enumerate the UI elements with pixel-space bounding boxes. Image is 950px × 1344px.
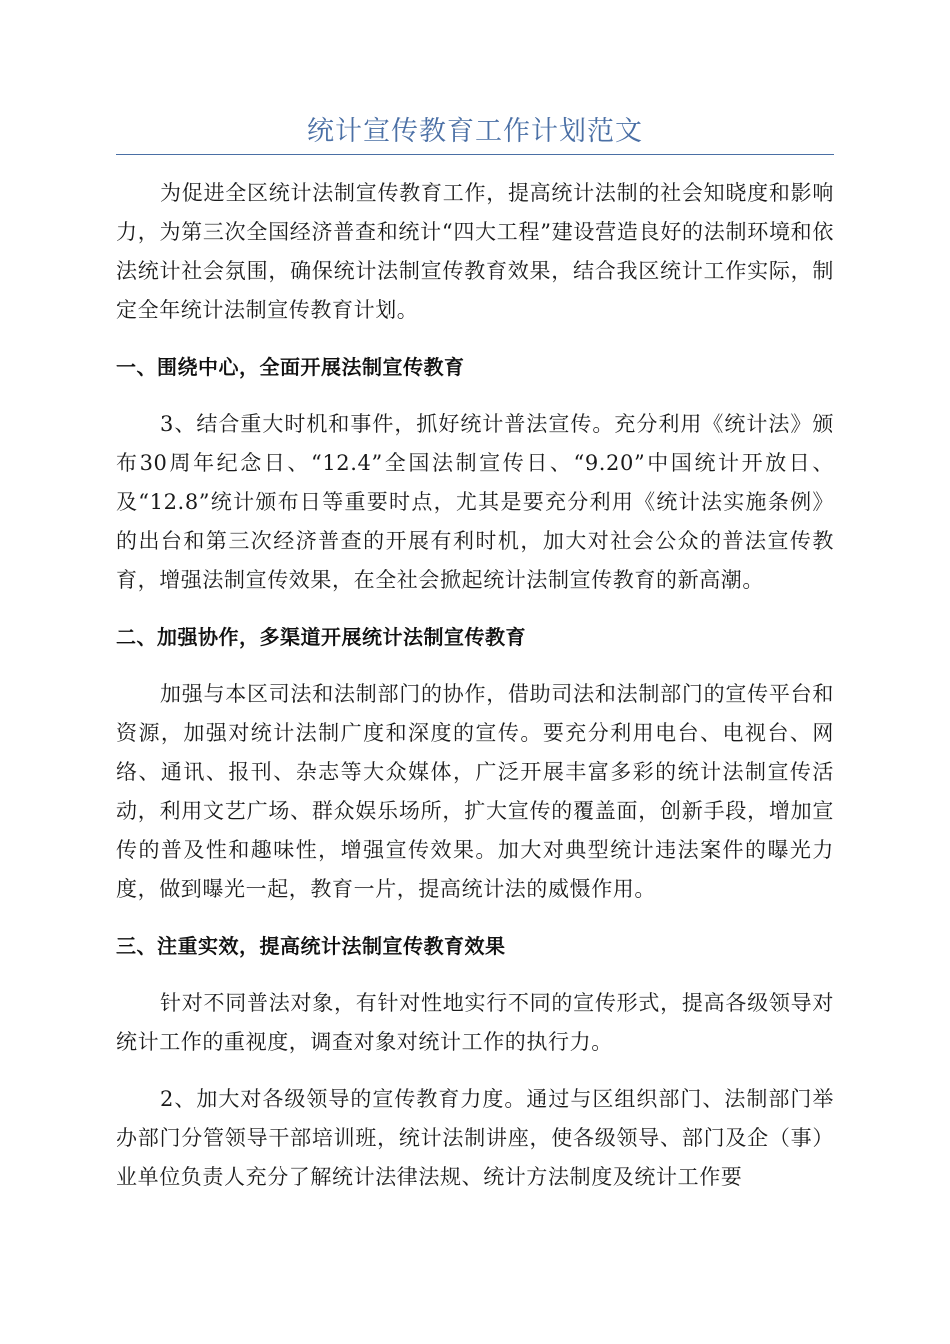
section-2-paragraph: 加强与本区司法和法制部门的协作，借助司法和法制部门的宣传平台和资源，加强对统计法制广度和深度的宣传。要充分利用电台、电视台、网络、通讯、报刊、杂志等大众媒体，广泛开展丰富多彩的统计法制宣传活动，利用文艺广场、群众娱乐场所，扩大宣传的覆盖面，创新手段，增加宣传的普及性和趣味性，增强宣传效果。加大对典型统计违法案件的曝光力度，做到曝光一起，教育一片，提高统计法的威慑作用。 — [116, 682, 834, 901]
document-body — [116, 174, 834, 1215]
title-underline — [116, 154, 834, 155]
section-1-paragraph: 3、结合重大时机和事件，抓好统计普法宣传。充分利用《统计法》颁布30周年纪念日、“12.4”全国法制宣传日、“9.20”中国统计开放日、及“12.8”统计颁布日等重要时点，尤其是要充分利用《统计法实施条例》的出台和第三次经济普查的开展有利时机，加大对社会公众的普法宣传教育，增强法制宣传效果，在全社会掀起统计法制宣传教育的新高潮。 — [116, 412, 834, 592]
section-2-heading: 二、加强协作，多渠道开展统计法制宣传教育 — [116, 625, 526, 649]
section-1-heading: 一、围绕中心，全面开展法制宣传教育 — [116, 355, 465, 379]
section-3-paragraph-2: 2、加大对各级领导的宣传教育力度。通过与区组织部门、法制部门举办部门分管领导干部培训班，统计法制讲座，使各级领导、部门及企（事）业单位负责人充分了解统计法律法规、统计方法制度及统计工作要 — [116, 1087, 834, 1189]
section-3-paragraph-1: 针对不同普法对象，有针对性地实行不同的宣传形式，提高各级领导对统计工作的重视度，调查对象对统计工作的执行力。 — [116, 991, 834, 1054]
intro-paragraph: 为促进全区统计法制宣传教育工作，提高统计法制的社会知晓度和影响力，为第三次全国经济普查和统计“四大工程”建设营造良好的法制环境和依法统计社会氛围，确保统计法制宣传教育效果，结合我区统计工作实际，制定全年统计法制宣传教育计划。 — [116, 181, 834, 322]
section-3-heading: 三、注重实效，提高统计法制宣传教育效果 — [116, 934, 506, 958]
document-title: 统计宣传教育工作计划范文 — [307, 116, 643, 147]
